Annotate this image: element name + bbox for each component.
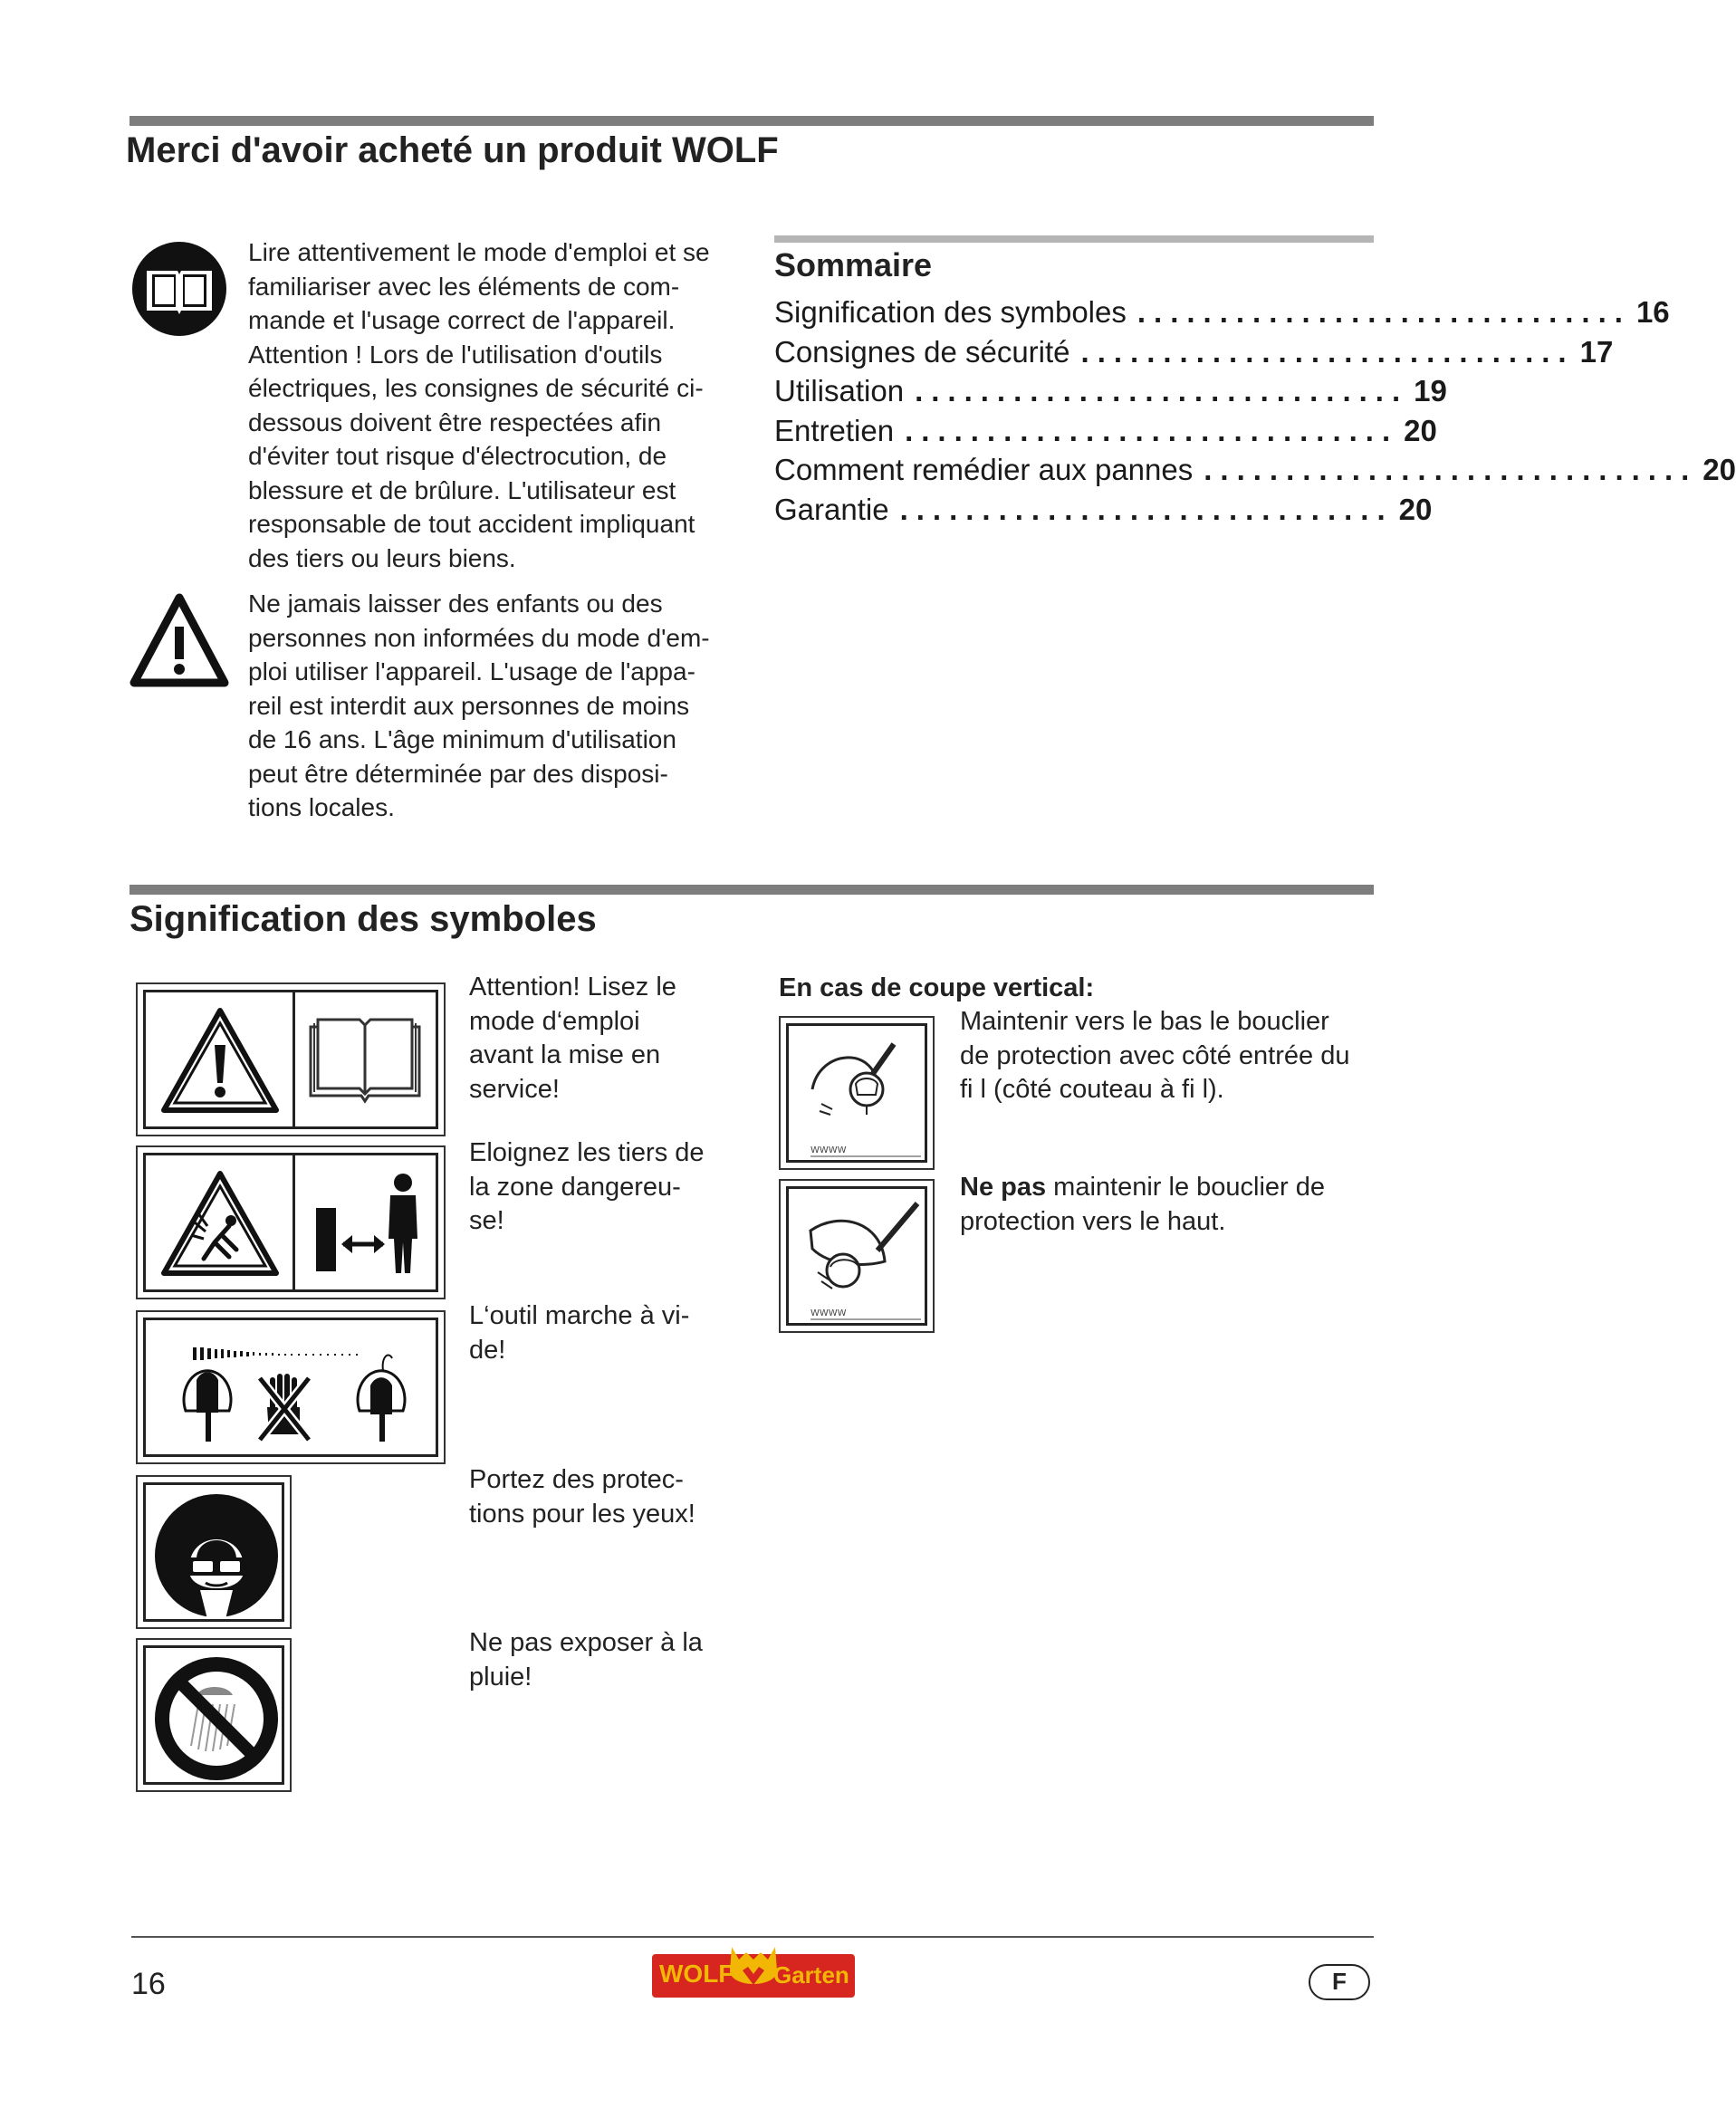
text-line: ploi utiliser l'appareil. L'usage de l'appa-	[248, 657, 695, 685]
vertical-cut-wrong-image	[779, 1179, 935, 1333]
symbol-caption	[469, 1626, 741, 1694]
thrown-object-hazard-icon	[158, 1168, 282, 1279]
toc-entry[interactable]: Consignes de sécurité .............................. 17	[774, 334, 1614, 369]
text-line: Portez des protec-	[469, 1465, 684, 1494]
symbol-read-manual	[136, 982, 446, 1136]
text-line: Attention ! Lors de l'utilisation d'outils	[248, 340, 663, 369]
table-of-contents	[774, 295, 1736, 532]
text-line: tions locales.	[248, 793, 395, 821]
text-line: Ne pas exposer à la	[469, 1628, 703, 1657]
text-line: protection vers le haut.	[960, 1206, 1226, 1236]
text-line: des tiers ou leurs biens.	[248, 543, 516, 572]
toc-entry[interactable]: Comment remédier aux pannes .............................. 20	[774, 453, 1736, 486]
text-line: Ne jamais laisser des enfants ou des	[248, 589, 663, 618]
trimmer-shield-up-icon	[794, 1194, 928, 1327]
text-line: de 16 ans. L'âge minimum d'utilisation	[248, 725, 676, 753]
symbols-title: Signification des symboles	[129, 899, 597, 939]
logo-right-text: Garten	[773, 1961, 849, 1989]
top-rule	[129, 116, 1374, 126]
warning-triangle-icon	[130, 592, 228, 690]
open-book-icon	[302, 1009, 428, 1116]
trimmer-shield-down-icon	[794, 1031, 928, 1164]
bold-text: Ne pas	[960, 1173, 1047, 1202]
symbol-caption	[469, 1463, 741, 1531]
text-line: d'éviter tout risque d'électrocution, de	[248, 442, 667, 470]
text-line: personnes non informées du mode d'em-	[248, 623, 710, 652]
toc-rule	[774, 235, 1374, 243]
text-line: blessure et de brûlure. L'utilisateur est	[248, 475, 676, 504]
text-line: Ne pas maintenir le bouclier de	[960, 1173, 1325, 1202]
vertical-cut-correct-image	[779, 1016, 935, 1170]
keep-distance-icon	[302, 1166, 428, 1282]
text-line: mode d‘emploi	[469, 1006, 640, 1036]
text-line: fi l (côté couteau à fi l).	[960, 1075, 1224, 1104]
page-title: Merci d'avoir acheté un produit WOLF	[126, 130, 779, 170]
language-badge-label: F	[1332, 1968, 1347, 1995]
manual-book-icon	[130, 240, 228, 338]
toc-title: Sommaire	[774, 246, 933, 283]
toc-entry[interactable]: Signification des symboles .............................. 16	[774, 295, 1670, 329]
warning-triangle-icon	[158, 1005, 282, 1116]
text-line: responsable de tout accident impliquant	[248, 510, 695, 538]
read-manual-paragraph	[248, 235, 755, 575]
text-line: électriques, les consignes de sécurité ci-	[248, 374, 704, 402]
svg-text:WWWW: WWWW	[810, 1145, 847, 1155]
footer-rule	[131, 1936, 1374, 1938]
eye-protection-icon	[153, 1492, 280, 1619]
vertical-cut-instruction	[960, 1005, 1386, 1107]
toc-entry[interactable]: Utilisation .............................. 19	[774, 374, 1447, 407]
text-line: Eloignez les tiers de	[469, 1138, 705, 1167]
text-line: la zone dangereu-	[469, 1172, 681, 1202]
text-line: L‘outil marche à vi-	[469, 1301, 690, 1330]
text-line: de protection avec côté entrée du	[960, 1040, 1350, 1070]
svg-text:WWWW: WWWW	[810, 1308, 847, 1318]
text-line: de!	[469, 1335, 506, 1365]
vertical-cut-title: En cas de coupe vertical:	[779, 973, 1095, 1002]
warning-paragraph	[248, 587, 755, 825]
logo-left-text: WOLF	[659, 1960, 734, 1988]
vertical-cut-warning	[960, 1171, 1386, 1239]
text-line: Attention! Lisez le	[469, 973, 676, 1001]
no-rain-icon	[153, 1655, 280, 1782]
toc-entry[interactable]: Garantie .............................. 20	[774, 492, 1433, 526]
symbol-caption	[469, 1299, 741, 1367]
page-number: 16	[131, 1967, 166, 2001]
text-line: dessous doivent être respectées afin	[248, 407, 662, 436]
text-line: se!	[469, 1206, 504, 1235]
text-line: mande et l'usage correct de l'appareil.	[248, 306, 676, 334]
symbol-runs-on	[136, 1310, 446, 1464]
language-badge	[1309, 1964, 1370, 2000]
text-line: tions pour les yeux!	[469, 1499, 695, 1529]
symbol-no-rain	[136, 1638, 292, 1792]
text-line: familiariser avec les éléments de com-	[248, 272, 680, 301]
text-line: pluie!	[469, 1662, 532, 1692]
text-line: peut être déterminée par des disposi-	[248, 759, 668, 788]
toc-entry[interactable]: Entretien .............................. 20	[774, 413, 1437, 447]
text-line: service!	[469, 1074, 560, 1104]
symbol-caption	[469, 971, 741, 1107]
symbol-caption	[469, 1136, 741, 1239]
symbols-rule	[129, 885, 1374, 895]
text-line: reil est interdit aux personnes de moins	[248, 691, 690, 720]
runs-on-icon	[164, 1335, 427, 1451]
text-line: Lire attentivement le mode d'emploi et se	[248, 238, 710, 266]
text-line: Maintenir vers le bas le bouclier	[960, 1007, 1329, 1036]
text-line: avant la mise en	[469, 1040, 661, 1069]
wolf-garten-logo	[652, 1943, 855, 1998]
symbol-eye-protection	[136, 1475, 292, 1629]
symbol-keep-distance	[136, 1145, 446, 1299]
